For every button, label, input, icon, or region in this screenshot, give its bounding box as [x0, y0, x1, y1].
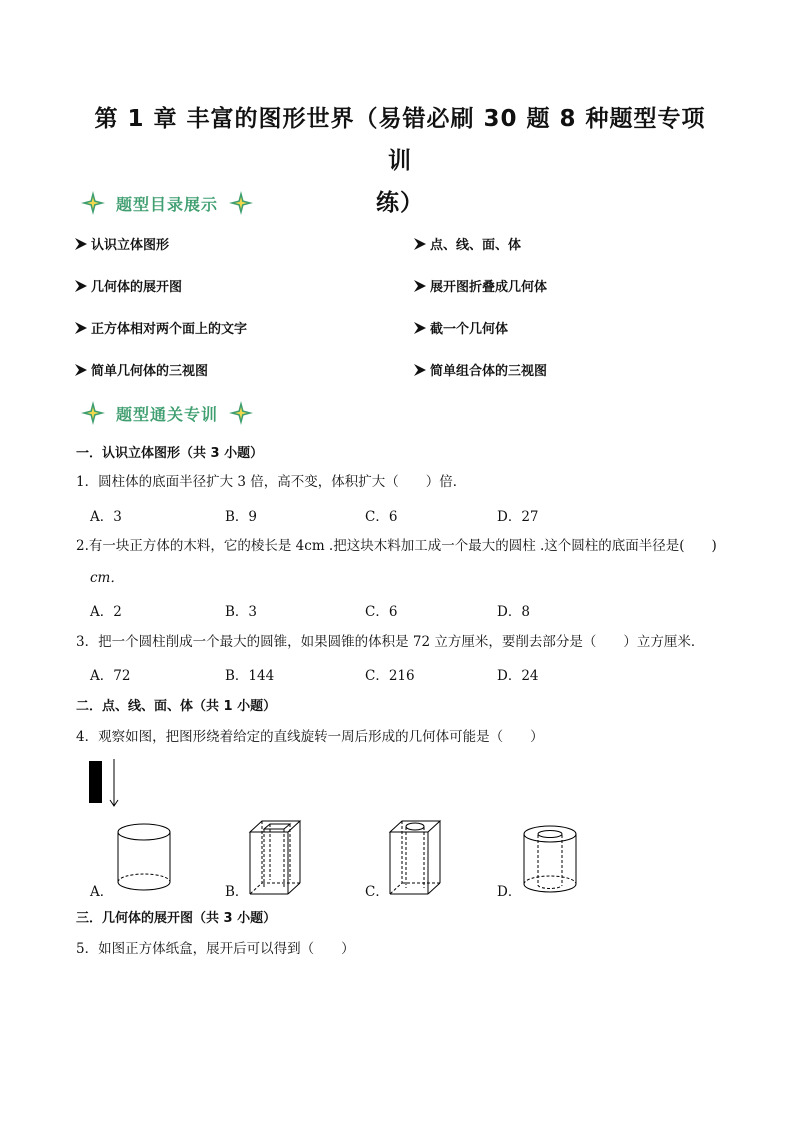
toc-item[interactable] [74, 360, 208, 379]
toc-item[interactable] [413, 276, 547, 295]
question-3-option-b[interactable]: B．144 [225, 668, 275, 684]
arrowhead-bullet-icon [74, 279, 88, 293]
title-line-1: 第 1 章 丰富的图形世界（易错必刷 30 题 8 种题型专项训 [94, 106, 706, 174]
question-1-option-c[interactable]: C．6 [365, 509, 398, 525]
toc-item[interactable] [413, 360, 547, 379]
toc-item[interactable] [74, 276, 182, 295]
toc-heading-label: 题型目录展示 [116, 194, 219, 214]
rotation-figure [85, 757, 125, 809]
arrowhead-bullet-icon [413, 363, 427, 377]
question-3-option-d[interactable]: D．24 [497, 668, 539, 684]
question-4-option-d[interactable]: D． [497, 884, 522, 900]
question-3-stem: 3．把一个圆柱削成一个最大的圆锥，如果圆锥的体积是 72 立方厘米，要削去部分是（ ）立方厘米． [76, 634, 705, 650]
prism-with-hole-figure[interactable] [386, 818, 446, 898]
arrowhead-bullet-icon [74, 321, 88, 335]
question-4-option-b[interactable]: B． [225, 884, 249, 900]
toc-item[interactable] [74, 234, 169, 253]
toc-item[interactable] [74, 318, 247, 337]
question-1-option-d[interactable]: D．27 [497, 509, 539, 525]
question-2-stem: 2.有一块正方体的木料，它的棱长是 4cm .把这块木料加工成一个最大的圆柱 .这个圆柱的底面半径是( ) [76, 538, 717, 554]
question-2-option-a[interactable]: A．2 [90, 604, 122, 620]
question-5-stem: 5．如图正方体纸盒，展开后可以得到（ ） [76, 941, 355, 957]
toc-item-label: 展开图折叠成几何体 [430, 280, 548, 295]
cylinder-figure[interactable] [112, 822, 176, 894]
question-4-stem: 4．观察如图，把图形绕着给定的直线旋转一周后形成的几何体可能是（ ） [76, 729, 544, 745]
question-2-option-c[interactable]: C．6 [365, 604, 398, 620]
question-4-option-c[interactable]: C． [365, 884, 389, 900]
four-point-star-icon [228, 190, 254, 216]
question-4-option-a[interactable]: A． [90, 884, 114, 900]
four-point-star-icon [80, 190, 106, 216]
toc-section-heading [80, 189, 254, 217]
drill-heading-label: 题型通关专训 [116, 404, 219, 424]
toc-item-label: 简单几何体的三视图 [91, 364, 209, 379]
arrowhead-bullet-icon [413, 279, 427, 293]
question-2-option-d[interactable]: D．8 [497, 604, 530, 620]
arrowhead-bullet-icon [413, 237, 427, 251]
question-2-stem-cont: cm． [90, 570, 124, 586]
toc-item-label: 点、线、面、体 [430, 238, 522, 253]
four-point-star-icon [228, 400, 254, 426]
toc-item-label: 截一个几何体 [430, 322, 509, 337]
arrowhead-bullet-icon [413, 321, 427, 335]
toc-item-label: 简单组合体的三视图 [430, 364, 548, 379]
question-1-stem: 1．圆柱体的底面半径扩大 3 倍，高不变，体积扩大（ ）倍． [76, 474, 467, 490]
part-heading-3: 三．几何体的展开图（共 3 小题） [76, 911, 277, 926]
question-3-option-c[interactable]: C．216 [365, 668, 415, 684]
toc-item-label: 认识立体图形 [91, 238, 170, 253]
hollow-prism-figure[interactable] [246, 818, 306, 898]
four-point-star-icon [80, 400, 106, 426]
hollow-cylinder-figure[interactable] [520, 824, 580, 896]
toc-item[interactable] [413, 234, 521, 253]
part-heading-2: 二．点、线、面、体（共 1 小题） [76, 699, 277, 714]
toc-item-label: 几何体的展开图 [91, 280, 183, 295]
title-line-2: 练） [376, 190, 424, 216]
question-1-option-b[interactable]: B．9 [225, 509, 258, 525]
arrowhead-bullet-icon [74, 363, 88, 377]
question-1-option-a[interactable]: A．3 [90, 509, 122, 525]
drill-section-heading [80, 399, 254, 427]
part-heading-1: 一．认识立体图形（共 3 小题） [76, 446, 264, 461]
question-2-option-b[interactable]: B．3 [225, 604, 258, 620]
toc-item[interactable] [413, 318, 508, 337]
arrowhead-bullet-icon [74, 237, 88, 251]
question-3-option-a[interactable]: A．72 [90, 668, 131, 684]
toc-item-label: 正方体相对两个面上的文字 [91, 322, 248, 337]
